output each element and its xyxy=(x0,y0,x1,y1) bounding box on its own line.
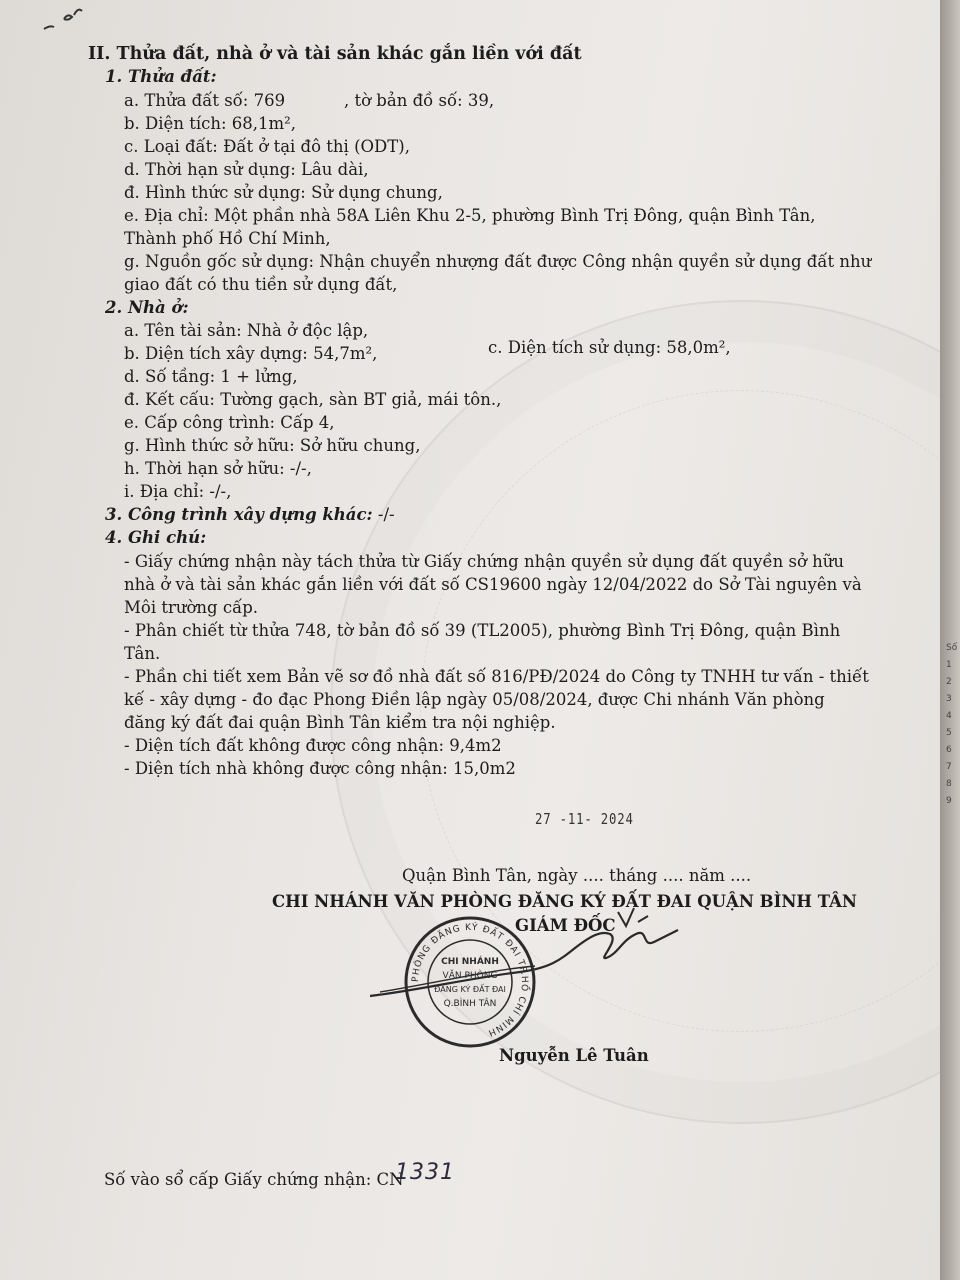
house-ownership-term: h. Thời hạn sở hữu: -/-, xyxy=(124,459,312,478)
land-address-1: e. Địa chỉ: Một phần nhà 58A Liên Khu 2-5, phường Bình Trị Đông, quận Bình Tân, xyxy=(124,206,816,225)
house-address: i. Địa chỉ: -/-, xyxy=(124,482,232,501)
stamped-date: 27 -11- 2024 xyxy=(535,810,634,828)
seal-center-1: CHI NHÁNH xyxy=(441,957,499,967)
house-heading: 2. Nhà ở: xyxy=(105,298,189,317)
note-line: - Diện tích nhà không được công nhận: 15,0m2 xyxy=(124,759,516,778)
note-line: - Giấy chứng nhận này tách thửa từ Giấy chứng nhận quyền sử dụng đất quyền sở hữu xyxy=(124,552,845,571)
seal-center-3: ĐĂNG KÝ ĐẤT ĐAI xyxy=(434,985,506,994)
land-origin-2: giao đất có thu tiền sử dụng đất, xyxy=(124,275,398,294)
other-works-heading: 3. Công trình xây dựng khác: xyxy=(105,505,373,524)
ink-mark xyxy=(40,5,100,35)
other-works-value: -/- xyxy=(372,505,395,524)
registry-number: 1331 xyxy=(395,1160,455,1185)
land-origin-1: g. Nguồn gốc sử dụng: Nhận chuyển nhượng đất được Công nhận quyền sử dụng đất như xyxy=(124,252,872,271)
registry-label: Số vào sổ cấp Giấy chứng nhận: CN xyxy=(104,1170,404,1189)
place-date: Quận Bình Tân, ngày .... tháng .... năm .... xyxy=(402,866,752,885)
note-line: - Diện tích đất không được công nhận: 9,4m2 xyxy=(124,736,502,755)
note-line: nhà ở và tài sản khác gắn liền với đất số CS19600 ngày 12/04/2022 do Sở Tài nguyên và xyxy=(124,575,862,594)
house-ownership-form: g. Hình thức sở hữu: Sở hữu chung, xyxy=(124,436,421,455)
section-title: II. Thửa đất, nhà ở và tài sản khác gắn liền với đất xyxy=(88,44,582,64)
house-grade: e. Cấp công trình: Cấp 4, xyxy=(124,413,335,432)
house-structure: đ. Kết cấu: Tường gạch, sàn BT giả, mái tôn., xyxy=(124,390,502,409)
signer-name: Nguyễn Lê Tuân xyxy=(499,1046,649,1065)
note-line: kế - xây dựng - đo đạc Phong Điền lập ngày 05/08/2024, được Chi nhánh Văn phòng xyxy=(124,690,825,709)
signature xyxy=(360,900,690,1040)
house-built-area: b. Diện tích xây dựng: 54,7m², xyxy=(124,344,378,363)
adjacent-page-edge xyxy=(940,0,960,1280)
seal-center-2: VĂN PHÒNG xyxy=(442,971,498,981)
house-used-area: c. Diện tích sử dụng: 58,0m², xyxy=(488,338,731,357)
note-line: - Phân chiết từ thửa 748, tờ bản đồ số 39 (TL2005), phường Bình Trị Đông, quận Bình xyxy=(124,621,841,640)
land-duration: d. Thời hạn sử dụng: Lâu dài, xyxy=(124,160,369,179)
signer-title: GIÁM ĐỐC xyxy=(515,916,616,935)
seal-center-4: Q.BÌNH TÂN xyxy=(443,999,497,1009)
note-line: Tân. xyxy=(124,644,161,663)
note-line: - Phần chi tiết xem Bản vẽ sơ đồ nhà đất số 816/PĐ/2024 do Công ty TNHH tư vấn - thiết xyxy=(124,667,869,686)
notes-heading: 4. Ghi chú: xyxy=(105,528,207,547)
issuer-name: CHI NHÁNH VĂN PHÒNG ĐĂNG KÝ ĐẤT ĐAI QUẬN BÌNH TÂN xyxy=(272,892,858,911)
land-area: b. Diện tích: 68,1m², xyxy=(124,114,297,133)
land-address-2: Thành phố Hồ Chí Minh, xyxy=(124,229,331,248)
note-line: đăng ký đất đai quận Bình Tân kiểm tra nội nghiệp. xyxy=(124,713,556,732)
house-floors: d. Số tầng: 1 + lửng, xyxy=(124,367,298,386)
land-type: c. Loại đất: Đất ở tại đô thị (ODT), xyxy=(124,137,410,156)
map-sheet: , tờ bản đồ số: 39, xyxy=(344,91,495,110)
other-works xyxy=(105,505,395,525)
adjacent-page-marks: Số 1 2 3 4 5 6 7 8 9 xyxy=(946,643,958,806)
note-line: Môi trường cấp. xyxy=(124,598,259,617)
land-usage-form: đ. Hình thức sử dụng: Sử dụng chung, xyxy=(124,183,443,202)
parcel-number: a. Thửa đất số: 769 xyxy=(124,91,286,110)
seal-ring-text: PHÒNG ĐĂNG KÝ ĐẤT ĐAI TP.HỒ CHÍ MINH xyxy=(410,922,530,1038)
land-heading: 1. Thửa đất: xyxy=(105,67,217,86)
house-asset-name: a. Tên tài sản: Nhà ở độc lập, xyxy=(124,321,369,340)
